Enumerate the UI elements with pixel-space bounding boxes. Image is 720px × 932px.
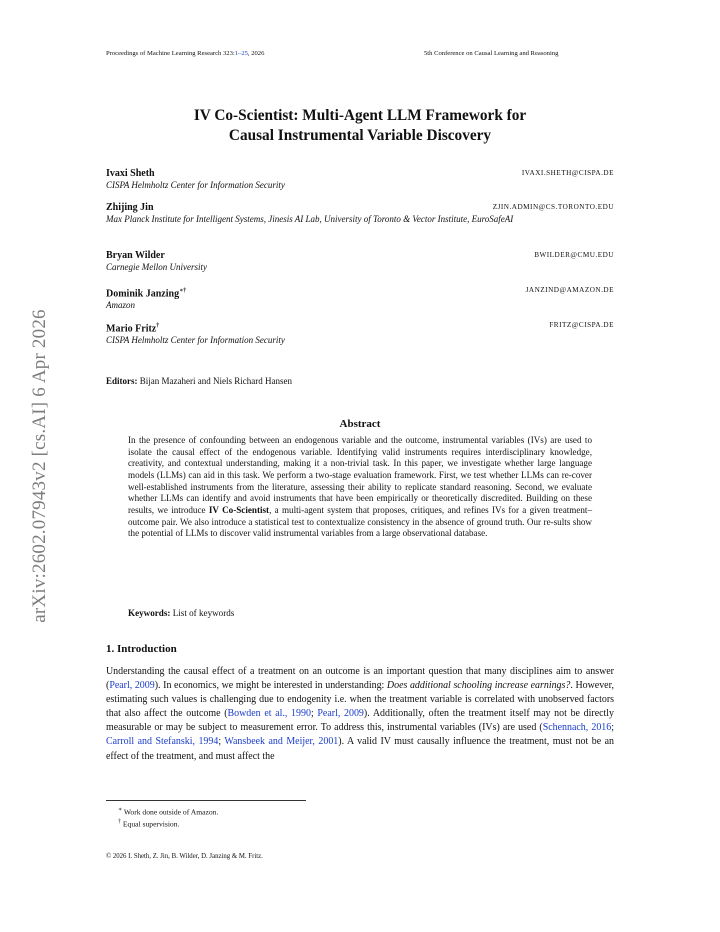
author-name: Dominik Janzing	[106, 288, 180, 300]
running-head-right: 5th Conference on Causal Learning and Reasoning	[424, 50, 559, 57]
keywords-line	[128, 608, 234, 618]
research-question: Does additional schooling increase earnings?	[386, 680, 571, 692]
editors-names: Bijan Mazaheri and Niels Richard Hansen	[139, 376, 292, 386]
arxiv-identifier: arXiv:2602.07943v2 [cs.AI] 6 Apr 2026	[29, 309, 50, 623]
footnote-mark: ∗	[118, 807, 123, 813]
system-name: IV Co-Scientist	[208, 504, 270, 515]
paper-title	[106, 106, 614, 146]
keywords-label: Keywords:	[128, 608, 171, 618]
footnote-text: Equal supervision.	[122, 819, 180, 829]
footnote-mark: †	[118, 819, 121, 825]
author-name: Zhijing Jin	[106, 202, 154, 213]
copyright-notice: © 2026 I. Sheth, Z. Jin, B. Wilder, D. Janzing & M. Fritz.	[106, 853, 263, 860]
editors-line	[106, 376, 292, 386]
running-head-left: Proceedings of Machine Learning Research 323:1–25, 2026	[106, 50, 265, 57]
author-block	[106, 285, 614, 312]
citation-link[interactable]: Bowden et al., 1990	[227, 708, 311, 720]
author-email: IVAXI.SHETH@CISPA.DE	[521, 169, 614, 177]
abstract-body: In the presence of confounding between an endogenous variable and the outcome, instrumental variables (IVs) are used to isolate the causal effect of the endogenous variable. Identifying valid instruments requires interdisciplinary knowledge, creativity, and contextual understanding, making it a non-trivial task. In this paper, we investigate whether large language models (LLMs) can aid in this task. We perform a two-stage evaluation framework. First, we test whether LLMs can re-cover well-established instruments from the literature, assessing their ability to replicate standard reasoning. Second, we evaluate whether LLMs can identify and avoid instruments that have been empirically or theoretically discredited. Building on these results, we introduce IV Co-Scientist, a multi-agent system that proposes, critiques, and refines IVs for a given treatment–outcome pair. We also introduce a statistical test to contextualize consistency in the absence of ground truth. Our re-sults show the potential of LLMs to discover valid instrumental variables from a large observational database.	[128, 435, 592, 539]
title-line-2: Causal Instrumental Variable Discovery	[228, 127, 492, 144]
author-affiliation: Amazon	[106, 300, 135, 311]
title-line-1: IV Co-Scientist: Multi-Agent LLM Framework for	[193, 107, 527, 124]
author-email: ZJIN.ADMIN@CS.TORONTO.EDU	[492, 203, 614, 211]
footnote	[118, 817, 179, 830]
section-heading: 1. Introduction	[106, 643, 177, 655]
author-footnote-marks: †	[156, 323, 160, 329]
author-email: JANZIND@AMAZON.DE	[525, 286, 614, 294]
citation-link[interactable]: Pearl, 2009	[317, 708, 364, 720]
introduction-body: Understanding the causal effect of a treatment on an outcome is an important question that many disciplines aim to answer (Pearl, 2009). In economics, we might be interested in understanding: Does additional schooling increase earnings?. However, estimating such values is challenging due to endogenity i.e. when the treatment variable is correlated with unobserved factors that also affect the outcome (Bowden et al., 1990; Pearl, 2009). Additionally, often the treatment itself may not be directly measurable or may be subject to measurement error. To address this, instrumental variables (IVs) are used (Schennach, 2016; Carroll and Stefanski, 1994; Wansbeek and Meijer, 2001). A valid IV must causally influence the treatment, must not be an effect of the treatment, and must affect the	[106, 666, 615, 762]
author-block	[106, 320, 614, 347]
citation-link[interactable]: Carroll and Stefanski, 1994	[106, 736, 219, 748]
author-affiliation: CISPA Helmholtz Center for Information Security	[106, 335, 285, 346]
editors-label: Editors:	[106, 376, 138, 386]
author-footnote-marks: ∗†	[179, 288, 187, 294]
citation-link[interactable]: Schennach, 2016	[542, 722, 612, 734]
author-block	[106, 250, 614, 274]
footnote-text: Work done outside of Amazon.	[123, 807, 219, 817]
citation-link[interactable]: Wansbeek and Meijer, 2001	[224, 736, 339, 748]
author-affiliation: Max Planck Institute for Intelligent Systems, Jinesis AI Lab, University of Toronto & Vector Institute, EuroSafeAI	[106, 214, 514, 224]
page-range-link[interactable]: 1–25	[234, 50, 248, 57]
author-name: Mario Fritz	[106, 323, 157, 335]
author-affiliation: CISPA Helmholtz Center for Information Security	[106, 180, 285, 190]
author-block	[106, 202, 614, 226]
keywords-value: List of keywords	[172, 608, 235, 618]
footnote	[118, 805, 218, 818]
footnote-divider	[106, 800, 306, 801]
abstract-heading: Abstract	[339, 418, 381, 430]
citation-link[interactable]: Pearl, 2009	[109, 680, 155, 692]
author-email: BWILDER@CMU.EDU	[534, 251, 614, 259]
author-name: Bryan Wilder	[106, 250, 165, 261]
author-name: Ivaxi Sheth	[106, 168, 155, 179]
author-block	[106, 168, 614, 192]
author-affiliation: Carnegie Mellon University	[106, 262, 207, 272]
author-email: FRITZ@CISPA.DE	[549, 321, 614, 329]
